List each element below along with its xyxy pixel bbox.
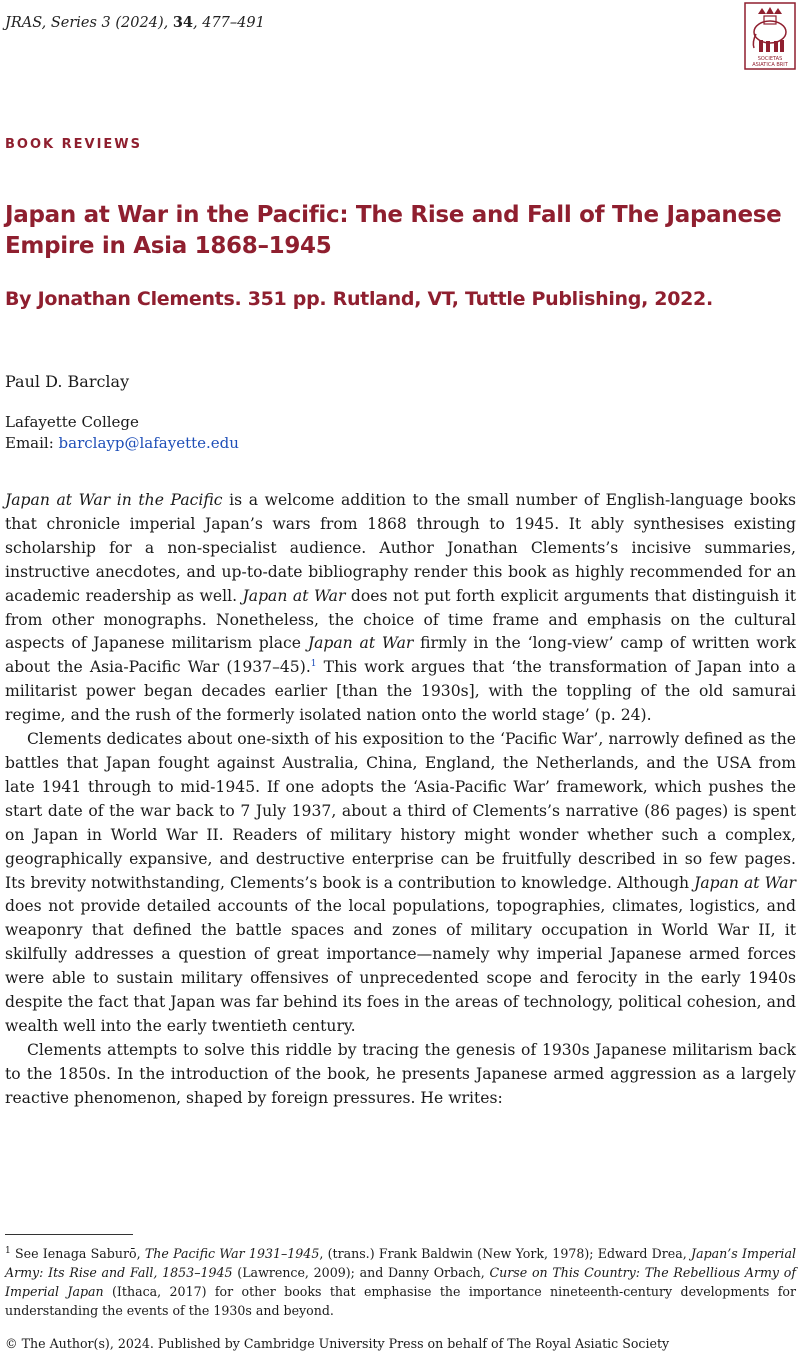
footnote-divider	[5, 1234, 133, 1235]
page-range: 477–491	[202, 15, 265, 31]
svg-text:ASIATICA BRIT: ASIATICA BRIT	[752, 62, 788, 68]
paragraph-3: Clements attempts to solve this riddle by tracing the genesis of 1930s Japanese militarism back to the 1850s. In the introduction of the book, he presents Japanese armed aggression as a largely reactive phenomenon, shaped by foreign pressures. He writes:	[5, 1040, 796, 1107]
article-title: Japan at War in the Pacific: The Rise and Fall of The Japanese Empire in Asia 1868–1945	[5, 202, 782, 259]
journal-citation: JRAS, Series 3 (2024), 34, 477–491	[5, 14, 265, 31]
book-byline: By Jonathan Clements. 351 pp. Rutland, VT, Tuttle Publishing, 2022.	[5, 288, 713, 310]
email-line	[5, 433, 239, 454]
affiliation: Lafayette College	[5, 413, 139, 431]
article-body	[5, 489, 796, 1111]
society-logo	[744, 2, 796, 70]
footnote-1: $^1$ See Ienaga Saburō, The Pacific War 1931–1945, (trans.) Frank Baldwin (New York, 1978); Edward Drea, Japan’s Imperial Army: Its Rise and Fall, 1853–1945 (Lawrence, 2009); and Danny Orbach, Curse on This Country: The Rebellious Army of Imperial Japan (Ithaca, 2017) for other books that emphasise the importance nineteenth-century developments for understanding the events of the 1930s and beyond.	[5, 1246, 796, 1319]
svg-text:SOCIETAS: SOCIETAS	[757, 56, 783, 62]
copyright-notice: © The Author(s), 2024. Published by Cambridge University Press on behalf of The Royal Asiatic Society	[5, 1336, 670, 1351]
affiliation-block	[5, 412, 239, 454]
paragraph-2: Clements dedicates about one-sixth of his exposition to the ‘Pacific War’, narrowly defined as the battles that Japan fought against Australia, China, England, the Netherlands, and the USA from late 1941 through to mid-1945. If one adopts the ‘Asia-Pacific War’ framework, which pushes the start date of the war back to 7 July 1937, about a third of Clements’s narrative (86 pages) is spent on Japan in World War II. Readers of military history might wonder whether such a complex, geographically expansive, and destructive enterprise can be fruitfully described in so few pages. Its brevity notwithstanding, Clements’s book is a contribution to knowledge. Although Japan at War does not provide detailed accounts of the local populations, topographies, climates, logistics, and weaponry that defined the battle spaces and zones of military occupation in World War II, it skilfully addresses a question of great importance—namely why imperial Japanese armed forces were able to sustain military offensives of unprecedented scope and ferocity in the early 1940s despite the fact that Japan was far behind its foes in the areas of technology, political cohesion, and wealth well into the early twentieth century.	[5, 730, 796, 1035]
reviewer-name: Paul D. Barclay	[5, 372, 130, 391]
footnote-number: 1	[5, 1246, 11, 1256]
footnote-ref-1[interactable]: 1	[310, 659, 317, 670]
journal-name: JRAS, Series 3 (2024),	[5, 15, 169, 31]
section-label: BOOK REVIEWS	[5, 137, 142, 152]
paragraph-1: Japan at War in the Pacific is a welcome addition to the small number of English-language books that chronicle imperial Japan’s wars from 1868 through to 1945. It ably synthesises existing scholarship for a non-specialist audience. Author Jonathan Clements’s incisive summaries, instructive anecdotes, and up-to-date bibliography render this book as highly recommended for an academic readership as well. Japan at War does not put forth explicit arguments that distinguish it from other monographs. Nonetheless, the choice of time frame and emphasis on the cultural aspects of Japanese militarism place Japan at War firmly in the ‘long-view’ camp of written work about the Asia-Pacific War (1937–45).$^1$ This work argues that ‘the transformation of Japan into a militarist power began decades earlier [than the 1930s], with the toppling of the old samurai regime, and the rush of the formerly isolated nation onto the world stage’ (p. 24).	[5, 491, 796, 725]
volume-number: 34	[172, 14, 194, 31]
email-label: Email:	[5, 434, 54, 452]
email-link[interactable]: barclayp@lafayette.edu	[58, 434, 239, 452]
